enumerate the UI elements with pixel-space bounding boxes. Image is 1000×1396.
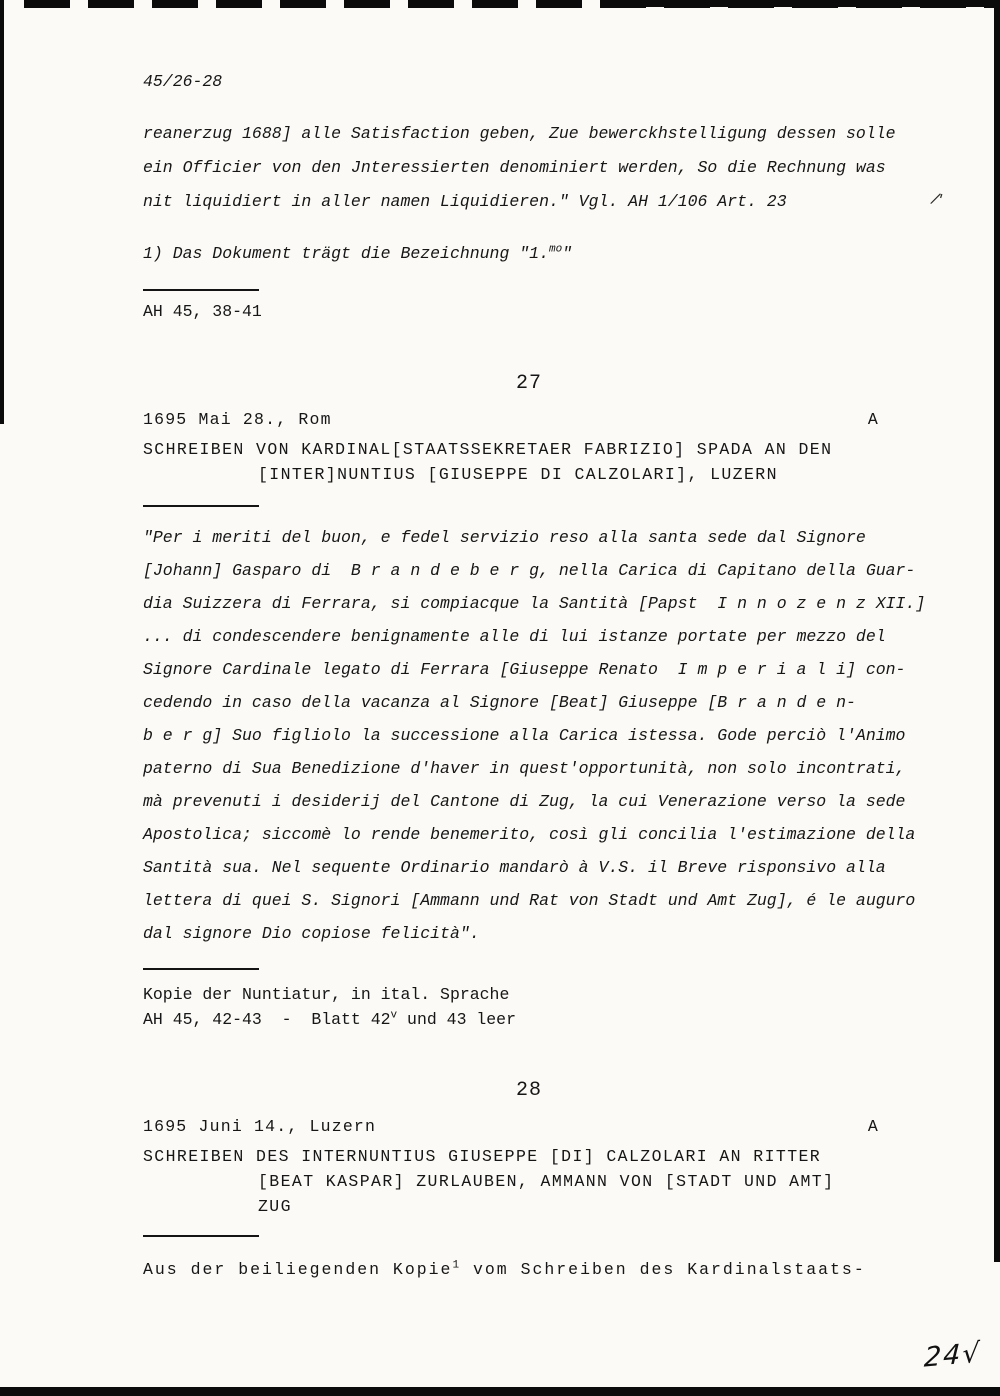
intro-quotation-block [143, 117, 915, 219]
entry-28-title-line: [BEAT KASPAR] ZURLAUBEN, AMMANN VON [STADT UND AMT] [258, 1172, 835, 1191]
entry-28-title-line: SCHREIBEN DES INTERNUNTIUS GIUSEPPE [DI] CALZOLARI AN RITTER [143, 1147, 822, 1166]
divider-rule [143, 505, 259, 507]
entry-27-letter-code: A [867, 410, 879, 429]
entry-28-letter-code: A [867, 1117, 879, 1136]
body-text: Aus der beiliegenden Kopie [143, 1260, 453, 1279]
handwritten-page-annotation: 24√ [923, 1337, 983, 1374]
quote-line: [Johann] Gasparo di B r a n d e b e r g, nella Carica di Capitano della Guar- [143, 561, 916, 580]
source-line [143, 1007, 915, 1032]
quote-line: paterno di Sua Benedizione d'haver in quest'opportunità, non solo incontrati, [143, 759, 906, 778]
entry-27-title [143, 437, 915, 487]
source-archive-ref-rest: und 43 leer [397, 1010, 516, 1029]
scan-edge-right [994, 0, 1000, 1262]
footnote-marker-superscript: 1 [452, 1259, 462, 1272]
quote-line: Apostolica; siccomè lo rende benemerito, così gli concilia l'estimazione della [143, 825, 916, 844]
quote-line: Signore Cardinale legato di Ferrara [Giuseppe Renato I m p e r i a l i] con- [143, 660, 906, 679]
entry-28-date-row [143, 1114, 915, 1140]
scan-edge-top-right [618, 0, 1000, 7]
entry-27-quotation-block [143, 521, 926, 950]
quote-line: cedendo in caso della vacanza al Signore [Beat] Giuseppe [B r a n d e n- [143, 693, 856, 712]
quote-line: Santità sua. Nel sequente Ordinario mandarò à V.S. il Breve risponsivo alla [143, 858, 886, 877]
footnote-closing-quote: " [562, 244, 573, 263]
quote-line: lettera di quei S. Signori [Ammann und Rat von Stadt und Amt Zug], é le auguro [143, 891, 916, 910]
footnote-text: 1) Das Dokument trägt die Bezeichnung "1. [143, 244, 549, 263]
quote-line: b e r g] Suo figliolo la successione alla Carica istessa. Gode perciò l'Animo [143, 726, 906, 745]
entry-28-date-place: 1695 Juni 14., Luzern [143, 1117, 377, 1136]
source-archive-ref: AH 45, 42-43 - Blatt 42 [143, 1010, 391, 1029]
footnote-superscript: mo [548, 243, 563, 256]
divider-rule [143, 1235, 259, 1237]
source-line: Kopie der Nuntiatur, in ital. Sprache [143, 985, 510, 1004]
entry-28-title [143, 1144, 915, 1219]
marginal-pen-mark: /' [930, 189, 945, 209]
document-content [143, 72, 926, 1285]
quote-line: dal signore Dio copiose felicità". [143, 924, 480, 943]
scan-edge-bottom [0, 1387, 1000, 1396]
quote-line: dia Suizzera di Ferrara, si compiacque la Santità [Papst I n n o z e n z XII.] [143, 594, 926, 613]
page-number-header: 45/26-28 [143, 72, 223, 91]
divider-rule [143, 968, 259, 970]
entry-28-title-line: ZUG [258, 1197, 292, 1216]
folio-superscript: v [390, 1009, 398, 1022]
intro-line: ein Officier von den Jnteressierten denominiert werden, So die Rechnung was [143, 158, 886, 177]
scan-edge-left [0, 0, 4, 424]
quote-line: "Per i meriti del buon, e fedel servizio reso alla santa sede dal Signore [143, 528, 866, 547]
entry-27-date-place: 1695 Mai 28., Rom [143, 410, 332, 429]
quote-line: mà prevenuti i desiderij del Cantone di Zug, la cui Venerazione verso la sede [143, 792, 906, 811]
footnote-line [143, 237, 915, 271]
archive-reference: AH 45, 38-41 [143, 302, 262, 321]
entry-27-title-line: SCHREIBEN VON KARDINAL[STAATSSEKRETAER FABRIZIO] SPADA AN DEN [143, 440, 833, 459]
entry-27-source-note [143, 982, 915, 1032]
intro-line: nit liquidiert in aller namen Liquidieren." Vgl. AH 1/106 Art. 23 [143, 192, 787, 211]
quote-line: ... di condescendere benignamente alle di lui istanze portate per mezzo del [143, 627, 886, 646]
intro-line: reanerzug 1688] alle Satisfaction geben, Zue bewerckhstelligung dessen solle [143, 124, 896, 143]
entry-28-body-first-line [143, 1255, 915, 1285]
body-text-rest: vom Schreiben des Kardinalstaats- [461, 1260, 866, 1279]
entry-27-date-row [143, 407, 915, 433]
divider-rule [143, 289, 259, 291]
entry-28-number: 28 [515, 1079, 542, 1102]
entry-27-title-line: [INTER]NUNTIUS [GIUSEPPE DI CALZOLARI], LUZERN [258, 465, 778, 484]
entry-27-number: 27 [515, 372, 542, 395]
